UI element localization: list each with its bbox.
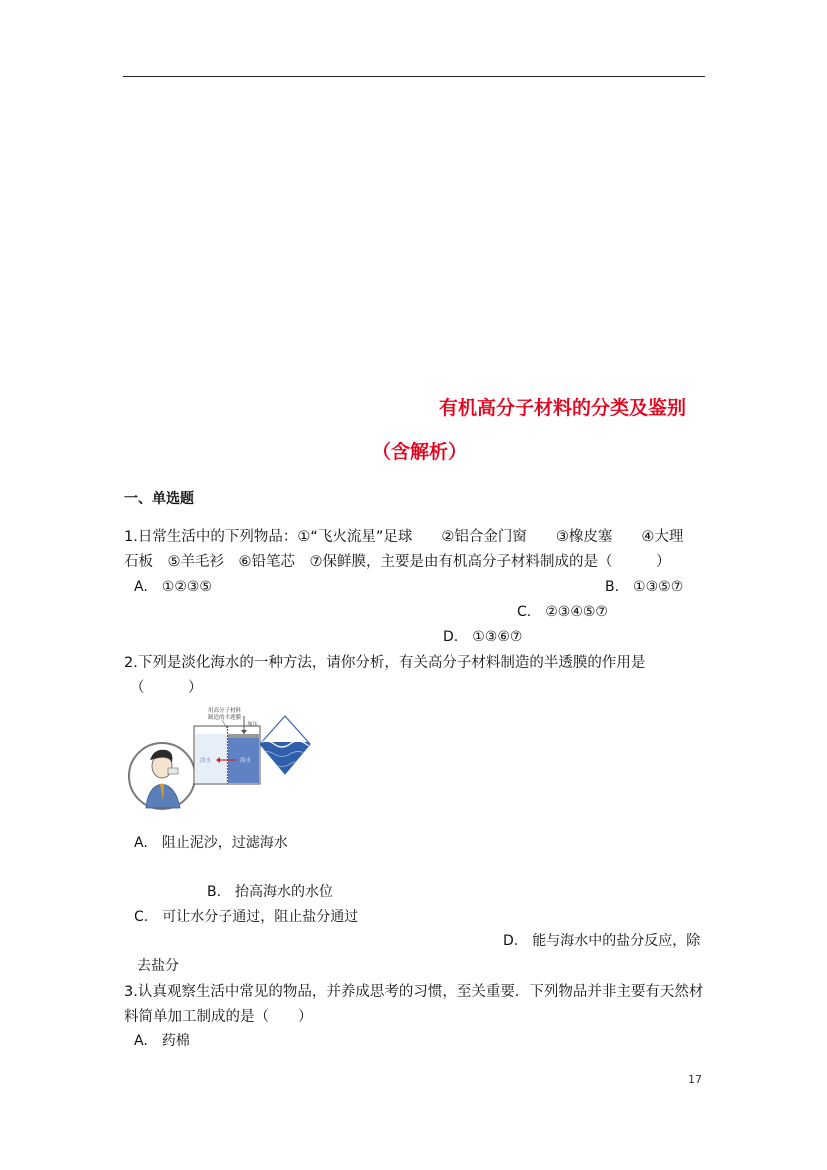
title-line1: 有机高分子材料的分类及鉴别 [439,397,687,419]
q3-line1: 3.认真观察生活中常见的物品，并养成思考的习惯，至关重要．下列物品并非主要有天然材 [124,984,704,1000]
q1-option-b: B. ①③⑤⑦ [605,579,684,595]
figure-label-sea: 海水 [240,758,252,764]
page-number: 17 [688,1073,702,1086]
q2-option-b: B. 抬高海水的水位 [207,884,334,900]
q1-option-c: C. ②③④⑤⑦ [517,604,608,620]
q1-line1: 1.日常生活中的下列物品：①“飞火流星”足球 ②铝合金门窗 ③橡皮塞 ④大理 [124,529,684,545]
q2-line2: （ ） [130,680,203,696]
q2-option-a: A. 阻止泥沙，过滤海水 [134,835,288,851]
figure-label-fresh: 淡水 [200,758,212,764]
figure-label-membrane-2: 制造的半透膜 [208,715,242,721]
q2-line1: 2.下列是淡化海水的一种方法，请你分析，有关高分子材料制造的半透膜的作用是 [124,655,646,671]
q2-option-d-continued: 去盐分 [137,958,179,974]
figure-label-membrane-1: 用高分子材料 [208,708,242,714]
q3-option-a: A. 药棉 [134,1033,190,1049]
q2-option-c: C. 可让水分子通过，阻止盐分通过 [134,909,359,925]
q1-option-d: D. ①③⑥⑦ [443,629,523,645]
section-heading: 一、单选题 [124,491,194,507]
header-rule [123,76,705,77]
title-line2: （含解析） [372,441,468,463]
q3-line2: 料简单加工制成的是（ ） [124,1009,313,1025]
q1-line2: 石板 ⑤羊毛衫 ⑥铅笔芯 ⑦保鲜膜，主要是由有机高分子材料制成的是（ ） [124,554,671,570]
q2-option-d: D. 能与海水中的盐分反应，除 [503,933,701,949]
figure-label-pressure: 加压 [247,722,259,728]
q1-option-a: A. ①②③⑤ [134,579,212,595]
desalination-figure [128,704,312,820]
